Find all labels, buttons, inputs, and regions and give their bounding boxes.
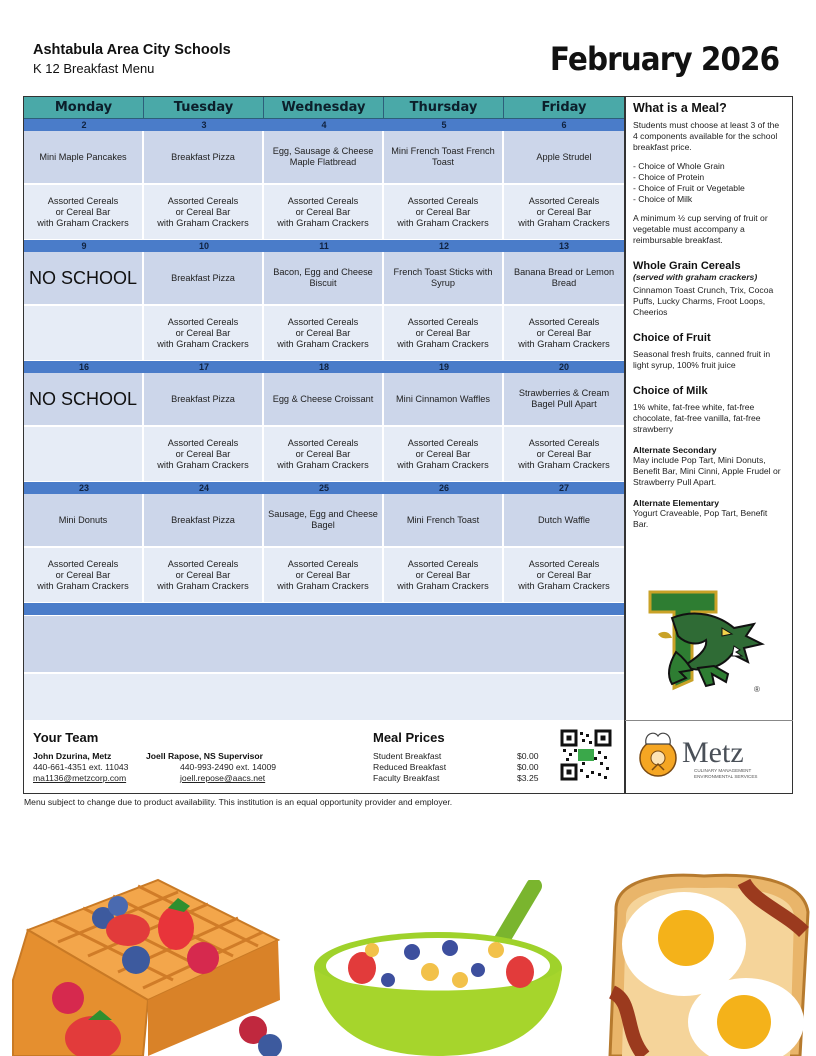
grain-heading: Whole Grain Cereals	[633, 260, 741, 272]
weeks-container	[24, 119, 624, 602]
entree-item	[384, 131, 504, 183]
eggs-toast-illustration	[604, 872, 816, 1056]
date-number: 18	[318, 362, 329, 372]
entree-row	[24, 131, 624, 185]
team-member	[146, 751, 276, 784]
cereal-item	[384, 427, 504, 481]
grain-text: Cinnamon Toast Crunch, Trix, Cocoa Puffs, Lucky Charms, Froot Loops, Cheerios	[633, 285, 774, 317]
cereal-item	[24, 185, 144, 239]
date-number: 17	[198, 362, 209, 372]
entree-text: Breakfast Pizza	[171, 272, 235, 283]
cereal-text: Assorted Cereals or Cereal Bar with Graham Crackers	[277, 316, 369, 349]
date-number: 2	[81, 120, 87, 130]
menu-footer	[24, 720, 624, 793]
cereal-item	[264, 185, 384, 239]
alt-elementary-heading: Alternate Elementary	[633, 498, 719, 508]
cereal-text: Assorted Cereals or Cereal Bar with Graham Crackers	[277, 195, 369, 228]
cereal-row	[24, 306, 624, 360]
entree-text: Egg & Cheese Croissant	[272, 393, 374, 404]
day-header-row	[24, 97, 624, 119]
fruit-text: Seasonal fresh fruits, canned fruit in light syrup, 100% fruit juice	[633, 349, 771, 370]
entree-item	[264, 252, 384, 304]
header-left	[33, 42, 231, 76]
sidebar-separator	[625, 720, 793, 721]
alt-elementary-text: Yogurt Craveable, Pop Tart, Benefit Bar.	[633, 508, 768, 529]
cereal-item	[504, 548, 624, 602]
entree-text: Bacon, Egg and Cheese Biscuit	[273, 267, 373, 288]
entree-item	[504, 252, 624, 304]
entree-text: NO SCHOOL	[28, 389, 138, 409]
team-member	[33, 751, 146, 784]
date-number: 9	[81, 241, 87, 251]
cereal-row	[24, 548, 624, 602]
entree-item	[144, 494, 264, 546]
cereal-item	[384, 306, 504, 360]
meal-prices-section	[373, 730, 539, 784]
cereal-text: Assorted Cereals or Cereal Bar with Graham Crackers	[397, 558, 489, 591]
entree-text: Mini Cinnamon Waffles	[396, 393, 490, 404]
cereal-text: Assorted Cereals or Cereal Bar with Graham Crackers	[397, 437, 489, 470]
entree-item	[144, 252, 264, 304]
team-section	[33, 730, 276, 784]
entree-text: Dutch Waffle	[537, 514, 591, 525]
price-row	[373, 773, 539, 784]
cereal-text: Assorted Cereals or Cereal Bar with Graham Crackers	[277, 558, 369, 591]
date-number: 25	[318, 483, 329, 493]
empty-week-row-lower	[24, 674, 624, 722]
entree-row	[24, 373, 624, 427]
date-bar	[24, 482, 624, 494]
cereal-item	[504, 427, 624, 481]
meal-note: A minimum ½ cup serving of fruit or vegetable must accompany a reimbursable breakfast.	[633, 213, 768, 245]
qr-code[interactable]	[560, 729, 612, 781]
metz-logo	[636, 730, 786, 785]
month-title: February 2026	[549, 40, 779, 78]
date-number: 24	[198, 483, 209, 493]
date-number: 26	[438, 483, 449, 493]
entree-item	[384, 252, 504, 304]
alt-secondary-heading: Alternate Secondary	[633, 445, 717, 455]
entree-text: Sausage, Egg and Cheese Bagel	[268, 509, 378, 530]
week-block	[24, 119, 624, 239]
entree-text: Mini Donuts	[58, 514, 108, 525]
entree-row	[24, 252, 624, 306]
cereal-bowl-illustration	[310, 880, 565, 1056]
price-label: Student Breakfast	[373, 751, 442, 761]
cereal-text: Assorted Cereals or Cereal Bar with Graham Crackers	[157, 195, 249, 228]
team-heading: Your Team	[33, 730, 99, 745]
cereal-item	[504, 306, 624, 360]
entree-text: Breakfast Pizza	[171, 393, 235, 404]
date-number: 23	[78, 483, 89, 493]
entree-item	[144, 373, 264, 425]
milk-heading: Choice of Milk	[633, 385, 708, 397]
cereal-text: Assorted Cereals or Cereal Bar with Graham Crackers	[518, 195, 610, 228]
date-bar	[24, 240, 624, 252]
date-number: 27	[558, 483, 569, 493]
component-item: - Choice of Fruit or Vegetable	[633, 183, 745, 193]
entree-item	[264, 494, 384, 546]
prices-heading: Meal Prices	[373, 730, 445, 745]
day-header-tuesday: Tuesday	[144, 97, 264, 119]
cereal-item	[24, 306, 144, 360]
date-number: 19	[438, 362, 449, 372]
entree-item	[264, 131, 384, 183]
entree-item	[504, 494, 624, 546]
cereal-item	[144, 306, 264, 360]
date-bar	[24, 361, 624, 373]
date-number: 16	[78, 362, 89, 372]
cereal-item	[144, 427, 264, 481]
meal-intro: Students must choose at least 3 of the 4 components available for the school breakfast price.	[633, 120, 780, 152]
week-block	[24, 240, 624, 360]
sidebar-divider	[624, 97, 626, 794]
cereal-text: Assorted Cereals or Cereal Bar with Graham Crackers	[157, 558, 249, 591]
entree-text: Strawberries & Cream Bagel Pull Apart	[518, 388, 610, 409]
disclaimer: Menu subject to change due to product availability. This institution is an equal opportunity provider and employer.	[24, 797, 453, 807]
entree-item	[384, 494, 504, 546]
dragon-mascot-logo	[636, 588, 766, 696]
cereal-text: Assorted Cereals or Cereal Bar with Graham Crackers	[518, 437, 610, 470]
entree-item	[504, 131, 624, 183]
price-label: Reduced Breakfast	[373, 762, 447, 772]
date-number: 11	[319, 241, 329, 251]
entree-text: Mini French Toast	[406, 514, 480, 525]
empty-week-row	[24, 616, 624, 674]
date-bar	[24, 119, 624, 131]
grain-note: (served with graham crackers)	[633, 272, 758, 282]
cereal-item	[144, 185, 264, 239]
no-school-label	[24, 252, 144, 304]
entree-text: Mini French Toast French Toast	[391, 146, 495, 167]
day-header-monday: Monday	[24, 97, 144, 119]
meal-info-sidebar	[633, 101, 781, 530]
member-phone: 440-993-2490 ext. 14009	[180, 762, 277, 772]
component-item: - Choice of Whole Grain	[633, 161, 725, 171]
date-number: 10	[198, 241, 209, 251]
registered-mark: ®	[754, 685, 760, 694]
date-number: 3	[201, 120, 207, 130]
metz-tagline-2: ENVIRONMENTAL SERVICES	[694, 774, 758, 779]
metz-wordmark: Metz	[682, 736, 744, 769]
cereal-text: Assorted Cereals or Cereal Bar with Graham Crackers	[518, 316, 610, 349]
entree-row	[24, 494, 624, 548]
entree-text: French Toast Sticks with Syrup	[393, 267, 493, 288]
date-number: 6	[561, 120, 567, 130]
price-value: $0.00	[517, 762, 539, 772]
cereal-item	[24, 548, 144, 602]
date-number: 20	[558, 362, 569, 372]
price-row	[373, 762, 539, 773]
cereal-row	[24, 185, 624, 239]
member-name: John Dzurina, Metz	[33, 751, 112, 761]
cereal-text: Assorted Cereals or Cereal Bar with Graham Crackers	[397, 195, 489, 228]
cereal-text: Assorted Cereals or Cereal Bar with Graham Crackers	[157, 437, 249, 470]
cereal-row	[24, 427, 624, 481]
cereal-text: Assorted Cereals or Cereal Bar with Graham Crackers	[518, 558, 610, 591]
week-block	[24, 361, 624, 481]
cereal-text: Assorted Cereals or Cereal Bar with Graham Crackers	[37, 195, 129, 228]
entree-item	[264, 373, 384, 425]
empty-date-bar	[24, 603, 624, 615]
cereal-item	[384, 548, 504, 602]
component-item: - Choice of Milk	[633, 194, 693, 204]
entree-item	[24, 494, 144, 546]
entree-text: Egg, Sausage & Cheese Maple Flatbread	[272, 146, 374, 167]
member-phone: 440-661-4351 ext. 11043	[33, 762, 129, 772]
entree-text: Mini Maple Pancakes	[39, 151, 127, 162]
cereal-text: Assorted Cereals or Cereal Bar with Graham Crackers	[37, 558, 129, 591]
waffle-illustration	[8, 870, 283, 1056]
entree-item	[504, 373, 624, 425]
member-email-link[interactable]: ma1136@metzcorp.com	[33, 773, 127, 783]
member-email-link[interactable]: joell.repose@aacs.net	[180, 773, 266, 783]
cereal-item	[24, 427, 144, 481]
day-header-friday: Friday	[504, 97, 624, 119]
entree-item	[384, 373, 504, 425]
calendar-grid	[24, 97, 624, 722]
entree-item	[24, 131, 144, 183]
day-header-thursday: Thursday	[384, 97, 504, 119]
price-value: $3.25	[517, 773, 539, 783]
menu-subtitle: K 12 Breakfast Menu	[33, 61, 155, 76]
cereal-text: Assorted Cereals or Cereal Bar with Graham Crackers	[397, 316, 489, 349]
entree-text: Apple Strudel	[536, 151, 592, 162]
price-label: Faculty Breakfast	[373, 773, 440, 783]
week-block	[24, 482, 624, 602]
meal-heading: What is a Meal?	[633, 101, 727, 115]
metz-tagline-1: CULINARY MANAGEMENT	[694, 768, 752, 773]
cereal-text: Assorted Cereals or Cereal Bar with Graham Crackers	[277, 437, 369, 470]
no-school-label	[24, 373, 144, 425]
cereal-item	[264, 306, 384, 360]
price-row	[373, 751, 539, 762]
date-number: 4	[321, 120, 327, 130]
cereal-item	[144, 548, 264, 602]
entree-text: Breakfast Pizza	[171, 514, 235, 525]
member-name: Joell Rapose, NS Supervisor	[146, 751, 264, 761]
day-header-wednesday: Wednesday	[264, 97, 384, 119]
entree-text: Banana Bread or Lemon Bread	[513, 267, 615, 288]
cereal-text: Assorted Cereals or Cereal Bar with Graham Crackers	[157, 316, 249, 349]
entree-text: Breakfast Pizza	[171, 151, 235, 162]
milk-text: 1% white, fat-free white, fat-free chocolate, fat-free vanilla, fat-free strawberry	[633, 402, 761, 434]
cereal-item	[264, 548, 384, 602]
date-number: 5	[441, 120, 447, 130]
cereal-item	[264, 427, 384, 481]
school-name: Ashtabula Area City Schools	[33, 42, 231, 58]
price-value: $0.00	[517, 751, 539, 761]
cereal-item	[504, 185, 624, 239]
date-number: 13	[558, 241, 569, 251]
cereal-item	[384, 185, 504, 239]
fruit-heading: Choice of Fruit	[633, 332, 711, 344]
component-item: - Choice of Protein	[633, 172, 705, 182]
date-number: 12	[438, 241, 449, 251]
alt-secondary-text: May include Pop Tart, Mini Donuts, Benefit Bar, Mini Cinni, Apple Frudel or Strawberry Pull Apart.	[633, 455, 781, 487]
entree-text: NO SCHOOL	[28, 268, 138, 288]
entree-item	[144, 131, 264, 183]
